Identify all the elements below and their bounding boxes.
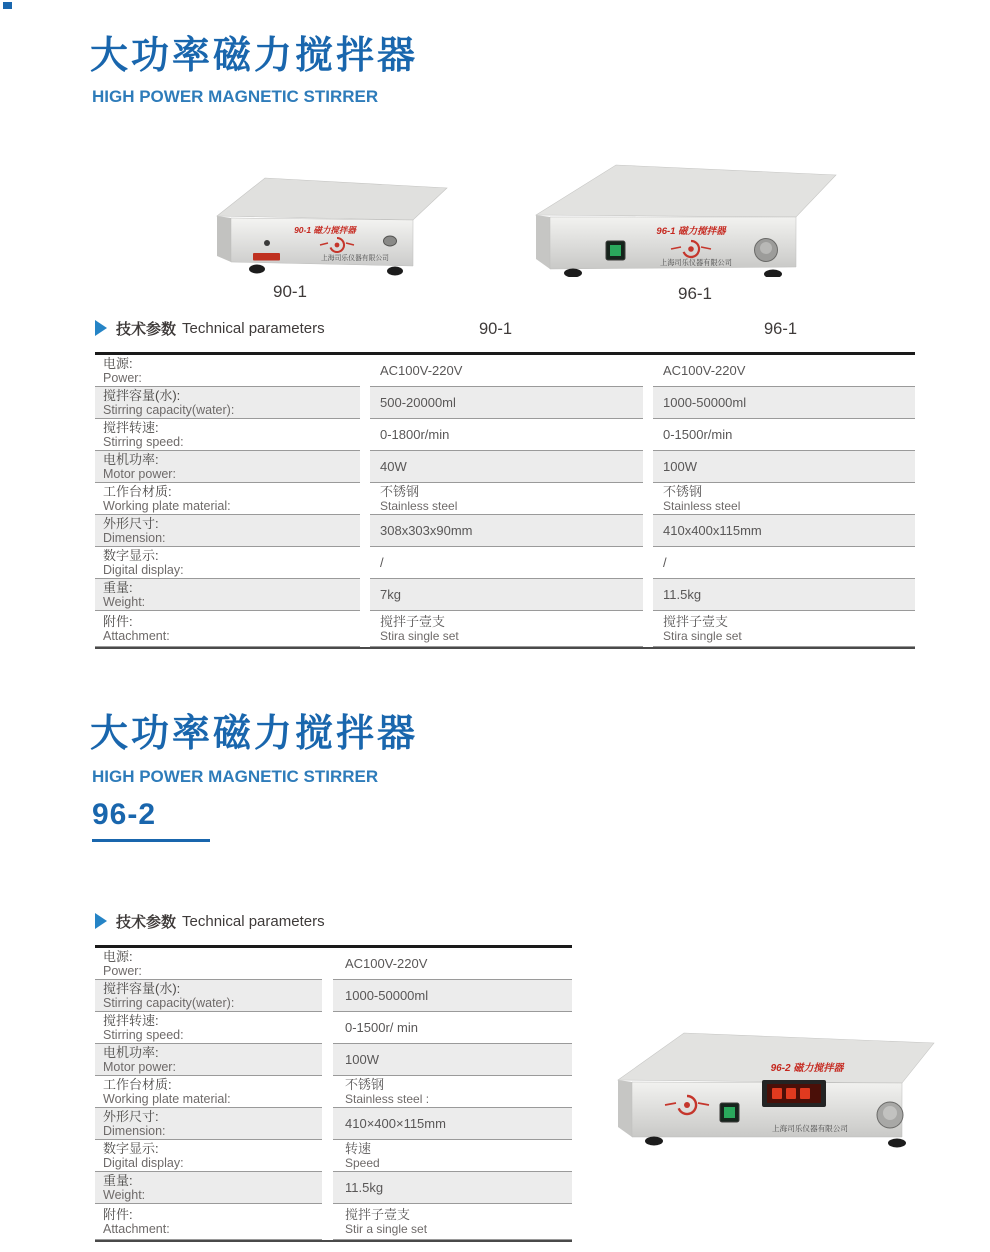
table-row <box>95 611 915 647</box>
rubber-foot <box>387 267 403 276</box>
param-value-cell: AC100V-220V <box>653 355 915 387</box>
param-value-cell: 500-20000ml <box>370 387 643 419</box>
column-gap <box>322 1076 333 1108</box>
speed-knob-cap <box>883 1106 897 1120</box>
table-row <box>95 1140 572 1172</box>
page-subtitle: HIGH POWER MAGNETIC STIRRER <box>92 87 379 106</box>
param-value-cell: 11.5kg <box>653 579 915 611</box>
speed-knob <box>384 236 397 246</box>
param-label-cell: 搅拌容量(水): Stirring capacity(water): <box>95 980 322 1012</box>
table-row <box>95 1204 572 1240</box>
param-value-cell: 不锈钢 Stainless steel <box>370 483 643 515</box>
column-gap <box>643 515 653 547</box>
param-label-cell: 外形尺寸: Dimension: <box>95 1108 322 1140</box>
pilot-lamp <box>264 240 270 246</box>
column-gap <box>643 611 653 647</box>
table-row <box>95 355 915 387</box>
model-badge: 90-1 磁力搅拌器 <box>294 225 356 235</box>
column-gap <box>643 547 653 579</box>
param-value-cell: 7kg <box>370 579 643 611</box>
table-row <box>95 419 915 451</box>
param-value-cell: AC100V-220V <box>333 948 572 980</box>
param-value-cell: 0-1500r/ min <box>333 1012 572 1044</box>
model-heading-96-2: 96-2 <box>92 798 210 842</box>
red-label <box>253 253 280 261</box>
column-gap <box>360 419 370 451</box>
param-value-cell: 1000-50000ml <box>653 387 915 419</box>
page-corner-marker <box>3 2 12 9</box>
table-row <box>95 483 915 515</box>
param-label-cell: 数字显示: Digital display: <box>95 1140 322 1172</box>
model-badge: 96-2 磁力搅拌器 <box>770 1063 844 1074</box>
table-row <box>95 1076 572 1108</box>
led-segment <box>800 1088 810 1099</box>
param-label-cell: 工作台材质: Working plate material: <box>95 1076 322 1108</box>
param-value-cell: 100W <box>653 451 915 483</box>
column-header-90-1: 90-1 <box>479 320 513 338</box>
table-row <box>95 387 915 419</box>
stirrer-side-face <box>618 1080 632 1137</box>
column-gap <box>322 1172 333 1204</box>
product-caption-90-1: 90-1 <box>272 282 308 301</box>
led-segment <box>786 1088 796 1099</box>
param-label-cell: 电源: Power: <box>95 355 360 387</box>
param-value-cell: 不锈钢 Stainless steel <box>653 483 915 515</box>
company-name: 上海司乐仪器有限公司 <box>321 255 389 262</box>
param-value-cell: 40W <box>370 451 643 483</box>
model-badge: 96-1 磁力搅拌器 <box>656 226 726 237</box>
column-gap <box>643 419 653 451</box>
param-value-cell: 11.5kg <box>333 1172 572 1204</box>
rubber-foot <box>888 1139 906 1148</box>
product-photo-96-1 <box>528 155 843 277</box>
param-label-cell: 数字显示: Digital display: <box>95 547 360 579</box>
table-row <box>95 547 915 579</box>
product-caption-96-1: 96-1 <box>677 284 713 303</box>
tech-params-header-2 <box>95 911 325 931</box>
company-name: 上海司乐仪器有限公司 <box>660 258 732 267</box>
tech-params-label-en: Technical parameters <box>182 912 325 930</box>
section2-subtitle: HIGH POWER MAGNETIC STIRRER <box>92 767 379 786</box>
power-button-light <box>610 245 621 256</box>
param-value-cell: AC100V-220V <box>370 355 643 387</box>
column-gap <box>643 355 653 387</box>
param-value-cell: / <box>653 547 915 579</box>
column-gap <box>360 451 370 483</box>
rubber-foot <box>764 270 782 278</box>
stirrer-top-face <box>536 165 836 217</box>
tech-params-label-en: Technical parameters <box>182 319 325 337</box>
param-value-cell: 搅拌子壹支 Stira single set <box>653 611 915 647</box>
column-gap <box>322 1204 333 1240</box>
company-name: 上海司乐仪器有限公司 <box>772 1124 848 1133</box>
table-row <box>95 579 915 611</box>
param-label-cell: 电机功率: Motor power: <box>95 451 360 483</box>
tech-params-label-cn: 技术参数 <box>116 320 177 338</box>
column-gap <box>360 579 370 611</box>
param-label-cell: 电机功率: Motor power: <box>95 1044 322 1076</box>
param-value-cell: 转速 Speed <box>333 1140 572 1172</box>
triangle-bullet-icon <box>95 913 107 929</box>
rubber-foot <box>645 1137 663 1146</box>
column-gap <box>643 451 653 483</box>
table-row <box>95 515 915 547</box>
param-value-cell: 0-1500r/min <box>653 419 915 451</box>
tech-params-table-dual <box>95 352 915 649</box>
param-value-cell: 100W <box>333 1044 572 1076</box>
stirrer-top-face <box>217 178 447 220</box>
column-header-96-1: 96-1 <box>764 320 798 338</box>
column-gap <box>360 387 370 419</box>
column-gap <box>360 355 370 387</box>
column-gap <box>322 948 333 980</box>
param-value-cell: 308x303x90mm <box>370 515 643 547</box>
column-gap <box>322 1140 333 1172</box>
column-gap <box>322 1108 333 1140</box>
page-title: 大功率磁力搅拌器 <box>90 35 419 77</box>
param-label-cell: 搅拌容量(水): Stirring capacity(water): <box>95 387 360 419</box>
product-photo-96-2 <box>612 1025 942 1155</box>
param-label-cell: 工作台材质: Working plate material: <box>95 483 360 515</box>
speed-knob-cap <box>760 242 772 254</box>
param-label-cell: 外形尺寸: Dimension: <box>95 515 360 547</box>
column-gap <box>322 980 333 1012</box>
table-row <box>95 948 572 980</box>
column-gap <box>643 483 653 515</box>
param-value-cell: 搅拌子壹支 Stira single set <box>370 611 643 647</box>
column-gap <box>322 1012 333 1044</box>
tech-params-table-single <box>95 945 572 1242</box>
tech-params-label-cn: 技术参数 <box>116 913 177 931</box>
stirrer-top-face <box>618 1033 934 1083</box>
table-row <box>95 1172 572 1204</box>
param-value-cell: 不锈钢 Stainless steel : <box>333 1076 572 1108</box>
column-gap <box>360 547 370 579</box>
table-row <box>95 980 572 1012</box>
param-value-cell: 410×400×115mm <box>333 1108 572 1140</box>
column-gap <box>643 387 653 419</box>
table-row <box>95 1012 572 1044</box>
table-row <box>95 451 915 483</box>
param-value-cell: 0-1800r/min <box>370 419 643 451</box>
param-label-cell: 重量: Weight: <box>95 579 360 611</box>
triangle-bullet-icon <box>95 320 107 336</box>
param-value-cell: / <box>370 547 643 579</box>
column-gap <box>360 483 370 515</box>
param-value-cell: 搅拌子壹支 Stir a single set <box>333 1204 572 1240</box>
param-label-cell: 附件: Attachment: <box>95 1204 322 1240</box>
param-value-cell: 1000-50000ml <box>333 980 572 1012</box>
column-gap <box>360 611 370 647</box>
table-row <box>95 1108 572 1140</box>
rubber-foot <box>249 265 265 274</box>
section2-title: 大功率磁力搅拌器 <box>90 713 419 755</box>
stirrer-side-face <box>536 215 550 269</box>
param-label-cell: 搅拌转速: Stirring speed: <box>95 419 360 451</box>
tech-params-header-1 <box>95 318 325 338</box>
power-button-light <box>724 1107 735 1118</box>
table-row <box>95 1044 572 1076</box>
param-label-cell: 重量: Weight: <box>95 1172 322 1204</box>
column-gap <box>360 515 370 547</box>
stirrer-side-face <box>217 216 231 262</box>
param-label-cell: 搅拌转速: Stirring speed: <box>95 1012 322 1044</box>
product-photo-90-1 <box>205 166 455 276</box>
column-gap <box>643 579 653 611</box>
rubber-foot <box>564 269 582 278</box>
column-gap <box>322 1044 333 1076</box>
param-value-cell: 410x400x115mm <box>653 515 915 547</box>
led-segment <box>772 1088 782 1099</box>
param-label-cell: 附件: Attachment: <box>95 611 360 647</box>
param-label-cell: 电源: Power: <box>95 948 322 980</box>
